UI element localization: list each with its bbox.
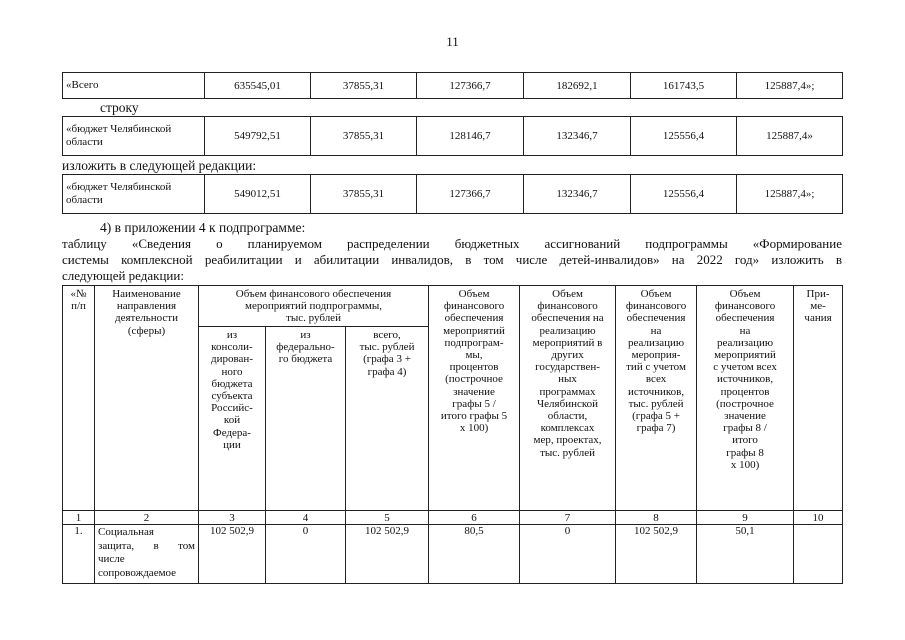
header-line: Российс- xyxy=(211,402,253,415)
header-line: подпрограм- xyxy=(444,336,504,349)
header-line: ного xyxy=(221,365,243,378)
header-line: (графа 3 + xyxy=(363,353,411,366)
col-number: 2 xyxy=(95,511,199,525)
budget-old-value: 128146,7 xyxy=(417,117,524,156)
budget-new-value: 125556,4 xyxy=(631,175,737,214)
budget-old-label xyxy=(63,117,205,156)
header-line: графы 8 / xyxy=(723,422,767,435)
header-line: обеспечения xyxy=(626,312,686,325)
allocation-table xyxy=(62,285,843,584)
row1-value: 102 502,9 xyxy=(199,525,266,584)
header-line: Объем xyxy=(458,288,490,300)
header-col3 xyxy=(199,327,266,511)
header-line: субъекта xyxy=(211,390,253,403)
row1-value: 80,5 xyxy=(429,525,520,584)
header-line: финансового xyxy=(443,300,505,313)
col-number: 8 xyxy=(616,511,697,525)
header-line: мероприя- xyxy=(631,349,681,362)
header-line: итого xyxy=(732,434,758,447)
header-line: мероприятий xyxy=(443,324,505,337)
header-line: (графа 5 + xyxy=(632,410,680,423)
header-line: Наименование xyxy=(112,288,181,300)
header-line: других xyxy=(551,349,584,362)
header-line: деятельности xyxy=(115,312,178,325)
header-line: графа 4) xyxy=(367,365,407,378)
header-line: всего, xyxy=(373,329,401,341)
header-line: При- xyxy=(806,288,830,300)
header-line: тыс. рублей xyxy=(540,446,595,459)
header-line: из xyxy=(226,329,238,341)
header-group xyxy=(199,286,429,327)
total-value: 125887,4»; xyxy=(737,73,843,99)
header-line: тий с учетом xyxy=(626,361,686,374)
header-line: графы 8 xyxy=(726,446,764,459)
col-number: 6 xyxy=(429,511,520,525)
row1-value: 102 502,9 xyxy=(346,525,429,584)
header-line: всех xyxy=(645,373,667,386)
header-name xyxy=(95,286,199,511)
budget-old-row-table xyxy=(62,116,843,156)
header-line: Объем xyxy=(552,288,583,300)
header-line: кой xyxy=(223,414,241,427)
row1-num: 1. xyxy=(63,525,95,584)
header-line: Объем финансового обеспечения xyxy=(235,288,392,300)
budget-new-row-table xyxy=(62,174,843,214)
budget-new-value: 125887,4»; xyxy=(737,175,843,214)
budget-old-label-line1: «бюджет Челябинской xyxy=(66,123,172,135)
header-line: п/п xyxy=(71,300,86,313)
header-line: направления xyxy=(116,300,177,313)
header-line: с учетом всех xyxy=(713,361,777,374)
header-line: графа 7) xyxy=(636,422,676,435)
budget-old-value: 549792,51 xyxy=(205,117,311,156)
header-line: Челябинской xyxy=(537,397,599,410)
budget-new-value: 37855,31 xyxy=(311,175,417,214)
header-line: мер, проектах, xyxy=(533,434,602,447)
budget-new-value: 127366,7 xyxy=(417,175,524,214)
para-line3: следующей редакции: xyxy=(62,268,184,283)
row1-name xyxy=(95,525,199,584)
col-number: 7 xyxy=(520,511,616,525)
header-line: консоли- xyxy=(211,341,253,354)
header-line: Объем xyxy=(729,288,761,300)
total-value: 161743,5 xyxy=(631,73,737,99)
header-line: финансового xyxy=(625,300,687,313)
budget-old-value: 132346,7 xyxy=(524,117,631,156)
header-line: дирован- xyxy=(211,353,253,366)
header-col9 xyxy=(697,286,794,511)
header-line: тыс. рублей xyxy=(628,397,684,410)
header-line: «№ xyxy=(70,288,87,300)
item-4: 4) в приложении 4 к подпрограмме: xyxy=(100,220,306,235)
total-value: 182692,1 xyxy=(524,73,631,99)
header-col6 xyxy=(429,286,520,511)
para-line2: системы комплексной реабилитации и абилитации инвалидов, в том числе детей-инвалидов» на 2022 год» изложить в xyxy=(62,252,842,267)
header-line: области, xyxy=(547,410,588,423)
header-line: (построчное xyxy=(716,397,774,410)
total-value: 127366,7 xyxy=(417,73,524,99)
header-line: мероприятий xyxy=(714,349,776,362)
header-line: на xyxy=(650,324,662,337)
header-line: федерально- xyxy=(276,341,335,354)
budget-new-value: 549012,51 xyxy=(205,175,311,214)
para-line1: таблицу «Сведения о планируемом распределении бюджетных ассигнований подпрограммы «Формирование xyxy=(62,236,842,251)
col-number: 4 xyxy=(266,511,346,525)
header-line: чания xyxy=(804,312,832,325)
header-col8 xyxy=(616,286,697,511)
col-number: 5 xyxy=(346,511,429,525)
header-line: мероприятий подпрограммы, xyxy=(245,300,383,313)
row1-value xyxy=(794,525,843,584)
header-line: мероприятий в xyxy=(532,336,603,349)
header-col10 xyxy=(794,286,843,511)
budget-old-value: 37855,31 xyxy=(311,117,417,156)
row1-value: 50,1 xyxy=(697,525,794,584)
budget-new-label-line2: области xyxy=(66,194,103,206)
header-line: тыс. рублей xyxy=(286,312,341,325)
row1-name-line3: числе xyxy=(98,553,125,565)
budget-old-value: 125887,4» xyxy=(737,117,843,156)
header-line: го бюджета xyxy=(278,353,333,366)
header-line: из xyxy=(300,329,311,341)
header-line: процентов xyxy=(449,361,499,374)
header-line: графы 5 / xyxy=(452,397,496,410)
total-row-label: «Всего xyxy=(63,73,205,99)
header-line: значение xyxy=(453,385,495,398)
header-line: ции xyxy=(223,438,241,451)
header-line: бюджета xyxy=(211,377,253,390)
header-line: мы, xyxy=(465,349,483,362)
col-number: 9 xyxy=(697,511,794,525)
header-line: источников, xyxy=(627,385,685,398)
header-line: тыс. рублей xyxy=(359,341,415,354)
header-line: итого графы 5 xyxy=(440,410,508,423)
budget-old-label-line2: области xyxy=(66,136,103,148)
budget-new-value: 132346,7 xyxy=(524,175,631,214)
budget-new-label xyxy=(63,175,205,214)
row1-value: 102 502,9 xyxy=(616,525,697,584)
header-line: (построчное xyxy=(445,373,503,386)
header-line: реализацию xyxy=(716,336,774,349)
header-line: значение xyxy=(724,410,766,423)
header-line: обеспечения xyxy=(444,312,504,325)
header-col7 xyxy=(520,286,616,511)
col-number: 3 xyxy=(199,511,266,525)
total-row-table xyxy=(62,72,843,99)
header-num xyxy=(63,286,95,511)
header-col5 xyxy=(346,327,429,511)
total-value: 635545,01 xyxy=(205,73,311,99)
page-number: 11 xyxy=(446,34,459,49)
row1-value: 0 xyxy=(266,525,346,584)
header-line: на xyxy=(739,324,751,337)
header-line: государствен- xyxy=(535,361,600,374)
row1-name-line1: Социальная xyxy=(98,526,154,538)
header-line: х 100) xyxy=(459,422,489,435)
header-line: ных xyxy=(558,373,577,386)
header-line: ме- xyxy=(810,300,826,313)
header-line: обеспечения xyxy=(715,312,775,325)
row1-name-line2: защита, в том xyxy=(98,539,195,552)
header-line: программах xyxy=(539,385,596,398)
header-line: процентов xyxy=(720,385,770,398)
header-line: финансового xyxy=(714,300,776,313)
text-stroku: строку xyxy=(100,100,139,115)
total-value: 37855,31 xyxy=(311,73,417,99)
header-line: финансового xyxy=(537,300,598,313)
header-line: реализацию xyxy=(627,336,685,349)
header-line: обеспечения на xyxy=(531,312,604,325)
header-col4 xyxy=(266,327,346,511)
header-line: Объем xyxy=(640,288,672,300)
row1-name-line4: сопровождаемое xyxy=(98,566,177,579)
header-line: реализацию xyxy=(539,324,596,337)
col-number: 10 xyxy=(794,511,843,525)
header-line: источников, xyxy=(716,373,774,386)
header-line: х 100) xyxy=(730,458,760,471)
budget-new-label-line1: «бюджет Челябинской xyxy=(66,181,172,193)
header-line: (сферы) xyxy=(127,324,166,337)
text-izlozhit: изложить в следующей редакции: xyxy=(62,158,257,173)
header-line: комплексах xyxy=(540,422,595,435)
col-number: 1 xyxy=(63,511,95,525)
budget-old-value: 125556,4 xyxy=(631,117,737,156)
header-line: Федера- xyxy=(213,426,251,439)
row1-value: 0 xyxy=(520,525,616,584)
